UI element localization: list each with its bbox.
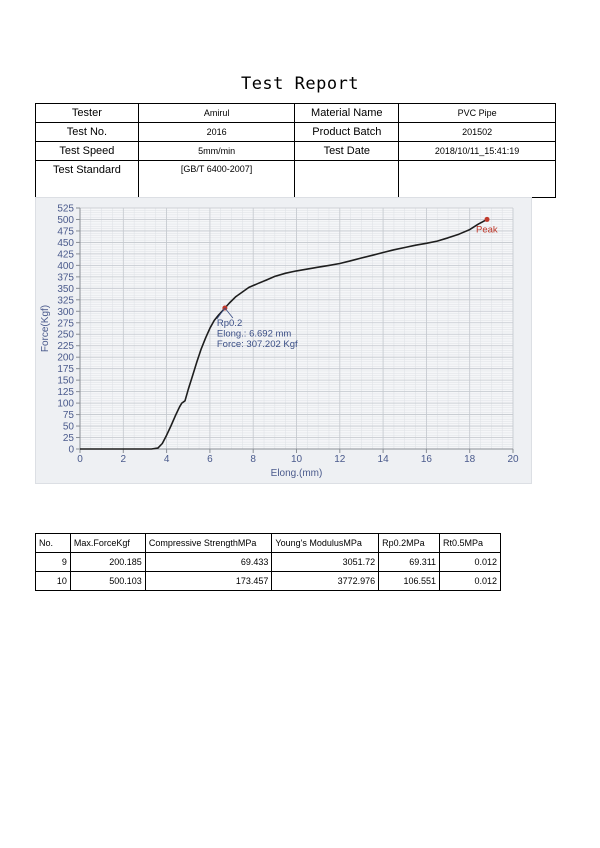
- table-cell: 106.551: [379, 572, 440, 591]
- y-tick-label: 200: [57, 352, 74, 364]
- column-header: No.: [36, 534, 71, 553]
- table-cell: 0.012: [440, 572, 501, 591]
- chart-canvas: [36, 198, 533, 485]
- x-tick-label: 10: [290, 454, 303, 465]
- x-tick-label: 20: [507, 454, 519, 465]
- tester-value: Amirul: [138, 104, 295, 123]
- y-tick-label: 350: [57, 283, 74, 295]
- x-axis-title: Elong.(mm): [270, 468, 323, 479]
- test-info-table: [35, 103, 556, 198]
- y-tick-label: 375: [57, 272, 74, 284]
- y-tick-label: 100: [57, 398, 74, 410]
- table-cell: 10: [36, 572, 71, 591]
- results-header-row: [36, 534, 501, 553]
- peak-point-marker: [485, 217, 490, 222]
- y-tick-label: 400: [57, 260, 74, 272]
- table-cell: 200.185: [70, 553, 145, 572]
- test-no-label: Test No.: [36, 123, 139, 142]
- test-date-label: Test Date: [295, 142, 399, 161]
- x-tick-label: 16: [420, 454, 432, 465]
- rp02-annotation-text: Elong.: 6.692 mm: [216, 328, 292, 340]
- y-tick-label: 25: [62, 433, 74, 445]
- table-cell: 69.433: [145, 553, 272, 572]
- test-date-value: 2018/10/11_15:41:19: [399, 142, 556, 161]
- y-tick-label: 500: [57, 214, 74, 226]
- table-cell: 3772.976: [272, 572, 379, 591]
- page-title: Test Report: [240, 74, 360, 94]
- y-tick-label: 450: [57, 237, 74, 249]
- x-tick-label: 0: [77, 454, 83, 465]
- table-cell: 173.457: [145, 572, 272, 591]
- y-tick-label: 275: [57, 318, 74, 330]
- table-cell: 69.311: [379, 553, 440, 572]
- product-batch-value: 201502: [399, 123, 556, 142]
- y-axis-title: Force(Kgf): [40, 304, 51, 353]
- table-row: [36, 572, 501, 591]
- table-cell: 3051.72: [272, 553, 379, 572]
- table-row: [36, 142, 556, 161]
- force-elongation-chart: [35, 197, 532, 484]
- peak-label: Peak: [476, 224, 498, 236]
- table-cell: 500.103: [70, 572, 145, 591]
- x-tick-label: 2: [120, 454, 127, 465]
- y-tick-label: 300: [57, 306, 74, 318]
- table-row: [36, 104, 556, 123]
- material-name-label: Material Name: [295, 104, 399, 123]
- test-standard-value: [GB/T 6400-2007]: [138, 161, 295, 198]
- x-tick-label: 18: [464, 454, 476, 465]
- y-tick-label: 0: [68, 444, 74, 456]
- table-row: [36, 553, 501, 572]
- test-speed-value: 5mm/min: [138, 142, 295, 161]
- table-row: [36, 123, 556, 142]
- y-tick-label: 225: [57, 341, 74, 353]
- product-batch-label: Product Batch: [295, 123, 399, 142]
- y-tick-label: 75: [62, 410, 74, 422]
- x-tick-label: 4: [163, 454, 170, 465]
- y-tick-label: 150: [57, 375, 74, 387]
- column-header: Compressive StrengthMPa: [145, 534, 272, 553]
- y-tick-label: 125: [57, 387, 74, 399]
- table-cell: 0.012: [440, 553, 501, 572]
- y-tick-label: 325: [57, 295, 74, 307]
- table-cell: 9: [36, 553, 71, 572]
- tester-label: Tester: [36, 104, 139, 123]
- column-header: Rt0.5MPa: [440, 534, 501, 553]
- y-tick-label: 475: [57, 226, 74, 238]
- y-tick-label: 250: [57, 329, 74, 341]
- rp02-annotation-text: Rp0.2: [216, 317, 243, 329]
- empty-cell: [399, 161, 556, 198]
- y-tick-label: 175: [57, 364, 74, 376]
- rp02-annotation-text: Force: 307.202 Kgf: [216, 338, 298, 350]
- column-header: Rp0.2MPa: [379, 534, 440, 553]
- empty-cell: [295, 161, 399, 198]
- column-header: Max.ForceKgf: [70, 534, 145, 553]
- y-tick-label: 425: [57, 249, 74, 261]
- results-table: [35, 533, 501, 591]
- test-no-value: 2016: [138, 123, 295, 142]
- y-tick-label: 525: [57, 203, 74, 215]
- x-tick-label: 14: [377, 454, 389, 465]
- x-tick-label: 6: [207, 454, 213, 465]
- table-row: [36, 161, 556, 198]
- test-standard-label: Test Standard: [36, 161, 139, 198]
- material-name-value: PVC Pipe: [399, 104, 556, 123]
- x-tick-label: 12: [334, 454, 346, 465]
- test-speed-label: Test Speed: [36, 142, 139, 161]
- column-header: Young's ModulusMPa: [272, 534, 379, 553]
- y-tick-label: 50: [62, 421, 74, 433]
- x-tick-label: 8: [250, 454, 256, 465]
